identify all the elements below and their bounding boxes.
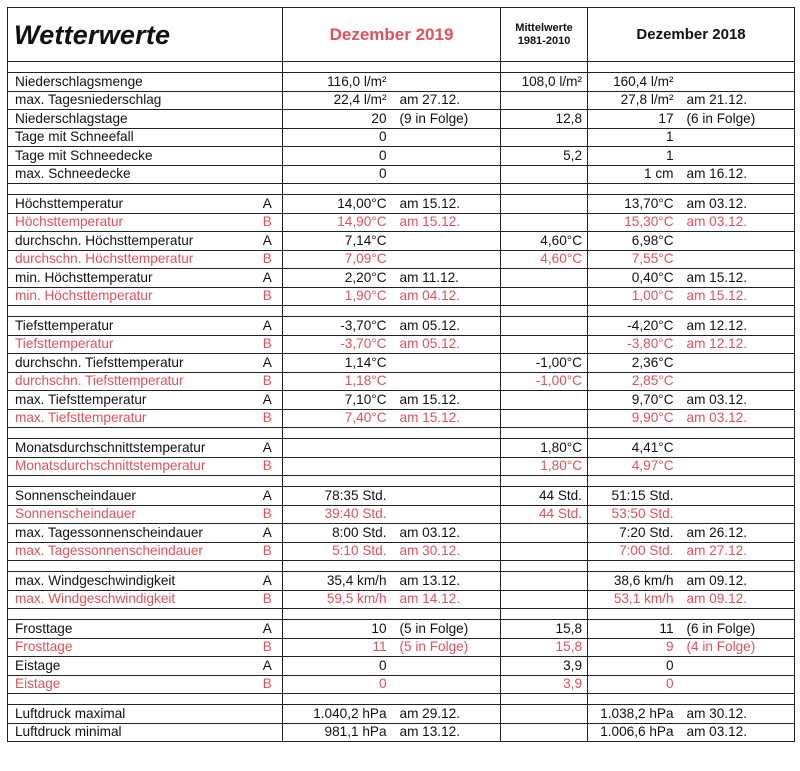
note-2019: am 13.12. <box>389 572 501 591</box>
value-2019: 59,5 km/h <box>283 590 389 609</box>
weather-values-sheet <box>7 7 794 765</box>
value-mittelwert: 12,8 <box>501 110 588 129</box>
value-mittelwert: 15,8 <box>501 638 588 657</box>
note-2019: am 04.12. <box>389 287 501 306</box>
value-2018: 27,8 l/m² <box>588 91 676 110</box>
note-2018: (4 in Folge) <box>676 638 795 657</box>
note-2018: am 03.12. <box>676 391 795 410</box>
value-mittelwert <box>501 524 588 543</box>
note-2019: am 05.12. <box>389 317 501 336</box>
row-label: durchschn. Tiefsttemperatur <box>8 354 253 373</box>
note-2019: am 15.12. <box>389 195 501 214</box>
station-code <box>253 147 283 166</box>
note-2019: am 15.12. <box>389 391 501 410</box>
station-code <box>253 723 283 742</box>
station-code: B <box>253 372 283 391</box>
note-2018: am 03.12. <box>676 195 795 214</box>
value-mittelwert: 15,8 <box>501 620 588 639</box>
spacer-row <box>8 306 795 317</box>
spacer-row <box>8 476 795 487</box>
table-row <box>8 128 795 147</box>
table-row <box>8 73 795 92</box>
station-code: A <box>253 317 283 336</box>
note-2018: am 09.12. <box>676 572 795 591</box>
row-label: durchschn. Höchsttemperatur <box>8 250 253 269</box>
value-2019: 5:10 Std. <box>283 542 389 561</box>
value-2019: 1,90°C <box>283 287 389 306</box>
value-mittelwert <box>501 590 588 609</box>
table-row <box>8 269 795 288</box>
note-2018: (6 in Folge) <box>676 110 795 129</box>
table-row <box>8 487 795 506</box>
table-title: Wetterwerte <box>8 8 283 62</box>
value-2018: 6,98°C <box>588 232 676 251</box>
note-2018: am 15.12. <box>676 287 795 306</box>
value-2019: 22,4 l/m² <box>283 91 389 110</box>
station-code: A <box>253 524 283 543</box>
row-label: max. Schneedecke <box>8 165 253 184</box>
value-2018: 53,1 km/h <box>588 590 676 609</box>
value-mittelwert: 1,80°C <box>501 457 588 476</box>
value-mittelwert: 44 Std. <box>501 487 588 506</box>
table-row <box>8 195 795 214</box>
value-2019: 1.040,2 hPa <box>283 705 389 724</box>
note-2019 <box>389 457 501 476</box>
value-2019: 11 <box>283 638 389 657</box>
table-row <box>8 91 795 110</box>
value-2018: -4,20°C <box>588 317 676 336</box>
value-2019: 1,14°C <box>283 354 389 373</box>
row-label: max. Windgeschwindigkeit <box>8 572 253 591</box>
station-code: A <box>253 487 283 506</box>
note-2019: am 15.12. <box>389 213 501 232</box>
table-row <box>8 391 795 410</box>
value-mittelwert: 4,60°C <box>501 232 588 251</box>
row-label: Sonnenscheindauer <box>8 505 253 524</box>
note-2019 <box>389 439 501 458</box>
value-2018: 13,70°C <box>588 195 676 214</box>
station-code <box>253 91 283 110</box>
note-2018 <box>676 354 795 373</box>
note-2019: am 27.12. <box>389 91 501 110</box>
station-code: A <box>253 439 283 458</box>
value-2018: 4,41°C <box>588 439 676 458</box>
table-row <box>8 213 795 232</box>
value-mittelwert <box>501 705 588 724</box>
header-dezember-2018: Dezember 2018 <box>588 8 795 62</box>
table-row <box>8 638 795 657</box>
value-2018: 0 <box>588 657 676 676</box>
note-2018: am 03.12. <box>676 213 795 232</box>
note-2019: am 30.12. <box>389 542 501 561</box>
spacer-row <box>8 561 795 572</box>
row-label: Luftdruck maximal <box>8 705 253 724</box>
value-2019: 20 <box>283 110 389 129</box>
note-2018 <box>676 675 795 694</box>
spacer-row <box>8 62 795 73</box>
row-label: Sonnenscheindauer <box>8 487 253 506</box>
value-mittelwert: -1,00°C <box>501 354 588 373</box>
row-label: Eistage <box>8 675 253 694</box>
value-mittelwert <box>501 723 588 742</box>
table-row <box>8 675 795 694</box>
table-row <box>8 723 795 742</box>
row-label: Tiefsttemperatur <box>8 317 253 336</box>
row-label: durchschn. Höchsttemperatur <box>8 232 253 251</box>
note-2019: am 14.12. <box>389 590 501 609</box>
row-label: Höchsttemperatur <box>8 213 253 232</box>
value-2018: 15,30°C <box>588 213 676 232</box>
note-2019: (9 in Folge) <box>389 110 501 129</box>
value-mittelwert: 44 Std. <box>501 505 588 524</box>
value-mittelwert <box>501 128 588 147</box>
spacer-row <box>8 428 795 439</box>
table-row <box>8 572 795 591</box>
row-label: Eistage <box>8 657 253 676</box>
note-2019 <box>389 147 501 166</box>
station-code: A <box>253 572 283 591</box>
table-row <box>8 165 795 184</box>
station-code: B <box>253 250 283 269</box>
note-2019 <box>389 165 501 184</box>
note-2018: am 27.12. <box>676 542 795 561</box>
table-row <box>8 705 795 724</box>
note-2018: am 09.12. <box>676 590 795 609</box>
row-label: Niederschlagstage <box>8 110 253 129</box>
note-2019 <box>389 657 501 676</box>
note-2018: am 12.12. <box>676 335 795 354</box>
note-2019: am 15.12. <box>389 409 501 428</box>
row-label: durchschn. Tiefsttemperatur <box>8 372 253 391</box>
station-code: B <box>253 335 283 354</box>
value-2018: 1.038,2 hPa <box>588 705 676 724</box>
value-2018: 1 <box>588 147 676 166</box>
note-2018 <box>676 147 795 166</box>
station-code <box>253 73 283 92</box>
spacer-row <box>8 609 795 620</box>
row-label: max. Tiefsttemperatur <box>8 391 253 410</box>
spacer-row <box>8 694 795 705</box>
note-2019 <box>389 487 501 506</box>
value-2018: 17 <box>588 110 676 129</box>
note-2019: (5 in Folge) <box>389 620 501 639</box>
value-mittelwert <box>501 213 588 232</box>
note-2018: am 15.12. <box>676 269 795 288</box>
row-label: max. Tiefsttemperatur <box>8 409 253 428</box>
value-2018: 51:15 Std. <box>588 487 676 506</box>
value-2019: 2,20°C <box>283 269 389 288</box>
row-label: Höchsttemperatur <box>8 195 253 214</box>
note-2018 <box>676 439 795 458</box>
value-2018: 9,70°C <box>588 391 676 410</box>
value-2019: 7,14°C <box>283 232 389 251</box>
value-2018: 0,40°C <box>588 269 676 288</box>
value-mittelwert: -1,00°C <box>501 372 588 391</box>
note-2018 <box>676 73 795 92</box>
value-mittelwert <box>501 165 588 184</box>
table-row <box>8 354 795 373</box>
value-2018: 4,97°C <box>588 457 676 476</box>
value-2018: 7:00 Std. <box>588 542 676 561</box>
value-2019: 39:40 Std. <box>283 505 389 524</box>
table-row <box>8 542 795 561</box>
station-code: B <box>253 638 283 657</box>
weather-table <box>7 7 795 742</box>
table-row <box>8 317 795 336</box>
table-row <box>8 409 795 428</box>
value-mittelwert <box>501 195 588 214</box>
header-row <box>8 8 795 62</box>
note-2018 <box>676 657 795 676</box>
station-code: A <box>253 657 283 676</box>
value-2019: 0 <box>283 128 389 147</box>
value-mittelwert: 3,9 <box>501 657 588 676</box>
note-2019: (5 in Folge) <box>389 638 501 657</box>
row-label: Frosttage <box>8 620 253 639</box>
value-2019: 78:35 Std. <box>283 487 389 506</box>
note-2018 <box>676 487 795 506</box>
value-2019: 0 <box>283 675 389 694</box>
station-code: A <box>253 391 283 410</box>
note-2019: am 03.12. <box>389 524 501 543</box>
value-2018: 1 <box>588 128 676 147</box>
note-2019 <box>389 505 501 524</box>
table-row <box>8 232 795 251</box>
value-2018: 9 <box>588 638 676 657</box>
table-row <box>8 439 795 458</box>
spacer-row <box>8 184 795 195</box>
value-mittelwert <box>501 287 588 306</box>
table-row <box>8 524 795 543</box>
header-mittelwerte-line2: 1981-2010 <box>517 34 571 47</box>
station-code: B <box>253 287 283 306</box>
table-row <box>8 287 795 306</box>
row-label: max. Tagesniederschlag <box>8 91 253 110</box>
station-code: A <box>253 620 283 639</box>
header-mittelwerte-line1: Mittelwerte <box>515 21 573 34</box>
table-row <box>8 372 795 391</box>
station-code: B <box>253 505 283 524</box>
row-label: min. Höchsttemperatur <box>8 287 253 306</box>
station-code: A <box>253 269 283 288</box>
station-code: B <box>253 457 283 476</box>
value-mittelwert <box>501 335 588 354</box>
note-2018: am 21.12. <box>676 91 795 110</box>
row-label: Tage mit Schneefall <box>8 128 253 147</box>
table-row <box>8 620 795 639</box>
station-code <box>253 705 283 724</box>
value-2019 <box>283 439 389 458</box>
value-2018: -3,80°C <box>588 335 676 354</box>
note-2018 <box>676 457 795 476</box>
value-2019: 8:00 Std. <box>283 524 389 543</box>
station-code: B <box>253 590 283 609</box>
note-2019: am 05.12. <box>389 335 501 354</box>
note-2019 <box>389 250 501 269</box>
note-2018: am 26.12. <box>676 524 795 543</box>
station-code: B <box>253 409 283 428</box>
note-2019 <box>389 675 501 694</box>
row-label: max. Tagessonnenscheindauer <box>8 542 253 561</box>
value-2019: 35,4 km/h <box>283 572 389 591</box>
note-2019 <box>389 232 501 251</box>
value-2019: 0 <box>283 657 389 676</box>
value-2018: 38,6 km/h <box>588 572 676 591</box>
table-row <box>8 250 795 269</box>
value-2018: 0 <box>588 675 676 694</box>
value-mittelwert <box>501 542 588 561</box>
value-2018: 2,85°C <box>588 372 676 391</box>
table-row <box>8 457 795 476</box>
value-2018: 11 <box>588 620 676 639</box>
table-row <box>8 505 795 524</box>
note-2018: am 30.12. <box>676 705 795 724</box>
value-mittelwert <box>501 269 588 288</box>
station-code <box>253 110 283 129</box>
station-code: B <box>253 675 283 694</box>
table-row <box>8 657 795 676</box>
table-row <box>8 147 795 166</box>
value-2018: 7:20 Std. <box>588 524 676 543</box>
note-2019: am 11.12. <box>389 269 501 288</box>
table-row <box>8 590 795 609</box>
station-code: B <box>253 542 283 561</box>
note-2018 <box>676 250 795 269</box>
note-2018: am 16.12. <box>676 165 795 184</box>
value-mittelwert: 4,60°C <box>501 250 588 269</box>
note-2019 <box>389 73 501 92</box>
note-2018 <box>676 505 795 524</box>
value-mittelwert <box>501 91 588 110</box>
value-2019: -3,70°C <box>283 317 389 336</box>
note-2019 <box>389 372 501 391</box>
note-2019: am 13.12. <box>389 723 501 742</box>
note-2018: am 03.12. <box>676 723 795 742</box>
value-mittelwert: 3,9 <box>501 675 588 694</box>
value-2019: 7,10°C <box>283 391 389 410</box>
value-2019: 981,1 hPa <box>283 723 389 742</box>
note-2018 <box>676 372 795 391</box>
value-mittelwert <box>501 572 588 591</box>
row-label: Monatsdurchschnittstemperatur <box>8 457 253 476</box>
value-2018: 160,4 l/m² <box>588 73 676 92</box>
value-2019: 14,90°C <box>283 213 389 232</box>
value-2018: 9,90°C <box>588 409 676 428</box>
row-label: Tiefsttemperatur <box>8 335 253 354</box>
value-mittelwert: 108,0 l/m² <box>501 73 588 92</box>
note-2018 <box>676 128 795 147</box>
note-2019: am 29.12. <box>389 705 501 724</box>
value-2019: -3,70°C <box>283 335 389 354</box>
note-2019 <box>389 354 501 373</box>
value-mittelwert <box>501 391 588 410</box>
note-2018: am 12.12. <box>676 317 795 336</box>
note-2018: (6 in Folge) <box>676 620 795 639</box>
value-2018: 1,00°C <box>588 287 676 306</box>
value-2019: 0 <box>283 165 389 184</box>
row-label: Monatsdurchschnittstemperatur <box>8 439 253 458</box>
value-2019: 14,00°C <box>283 195 389 214</box>
value-2019: 1,18°C <box>283 372 389 391</box>
note-2018: am 03.12. <box>676 409 795 428</box>
row-label: Frosttage <box>8 638 253 657</box>
row-label: Niederschlagsmenge <box>8 73 253 92</box>
note-2019 <box>389 128 501 147</box>
station-code: A <box>253 354 283 373</box>
value-2018: 1 cm <box>588 165 676 184</box>
station-code: B <box>253 213 283 232</box>
row-label: Luftdruck minimal <box>8 723 253 742</box>
table-row <box>8 335 795 354</box>
value-mittelwert <box>501 317 588 336</box>
station-code: A <box>253 195 283 214</box>
value-2019: 0 <box>283 147 389 166</box>
note-2018 <box>676 232 795 251</box>
table-row <box>8 110 795 129</box>
value-2018: 2,36°C <box>588 354 676 373</box>
value-mittelwert <box>501 409 588 428</box>
value-2019: 116,0 l/m² <box>283 73 389 92</box>
row-label: max. Windgeschwindigkeit <box>8 590 253 609</box>
station-code <box>253 165 283 184</box>
row-label: min. Höchsttemperatur <box>8 269 253 288</box>
row-label: Tage mit Schneedecke <box>8 147 253 166</box>
station-code <box>253 128 283 147</box>
value-2019: 10 <box>283 620 389 639</box>
station-code: A <box>253 232 283 251</box>
value-2019 <box>283 457 389 476</box>
value-2018: 7,55°C <box>588 250 676 269</box>
value-2019: 7,40°C <box>283 409 389 428</box>
header-mittelwerte <box>501 8 588 62</box>
value-mittelwert: 5,2 <box>501 147 588 166</box>
value-2018: 1.006,6 hPa <box>588 723 676 742</box>
row-label: max. Tagessonnenscheindauer <box>8 524 253 543</box>
value-2018: 53:50 Std. <box>588 505 676 524</box>
header-dezember-2019: Dezember 2019 <box>283 8 501 62</box>
value-2019: 7,09°C <box>283 250 389 269</box>
value-mittelwert: 1,80°C <box>501 439 588 458</box>
